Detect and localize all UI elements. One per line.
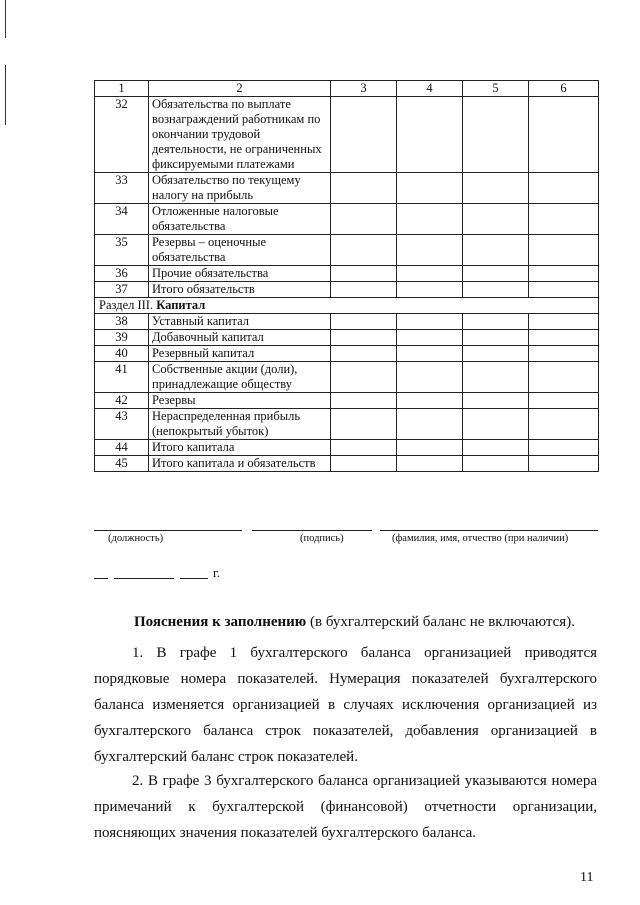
row-number: 43	[95, 409, 149, 440]
row-label: Резервный капитал	[149, 346, 331, 362]
row-number: 44	[95, 440, 149, 456]
row-label: Итого капитала	[149, 440, 331, 456]
table-row	[95, 456, 599, 472]
value-cell-col-5	[463, 440, 529, 456]
col-header-2: 2	[149, 81, 331, 97]
row-label: Прочие обязательства	[149, 266, 331, 282]
value-cell-col-5	[463, 456, 529, 472]
row-label: Нераспределенная прибыль (непокрытый убыток)	[149, 409, 331, 440]
value-cell-col-6	[529, 409, 599, 440]
value-cell-col-5	[463, 362, 529, 393]
value-cell-col-4	[397, 456, 463, 472]
notes-paragraph-2: 2. В графе 3 бухгалтерского баланса организацией указываются номера примечаний к бухгалтерской (финансовой) отчетности организации, поясняющих значения показателей бухгалтерского баланса.	[94, 773, 597, 841]
value-cell-col-4	[397, 282, 463, 298]
row-label: Резервы – оценочные обязательства	[149, 235, 331, 266]
value-cell-col-3	[331, 393, 397, 409]
value-cell-col-6	[529, 235, 599, 266]
scan-mark-top	[5, 0, 6, 38]
signature-caption: (подпись)	[300, 533, 344, 544]
table-row	[95, 330, 599, 346]
value-cell-col-4	[397, 173, 463, 204]
date-line-month	[114, 578, 174, 579]
section-heading	[95, 298, 599, 314]
value-cell-col-6	[529, 282, 599, 298]
col-header-6: 6	[529, 81, 599, 97]
row-number: 45	[95, 456, 149, 472]
value-cell-col-3	[331, 440, 397, 456]
row-label: Уставный капитал	[149, 314, 331, 330]
row-label: Итого обязательств	[149, 282, 331, 298]
value-cell-col-5	[463, 235, 529, 266]
value-cell-col-4	[397, 440, 463, 456]
value-cell-col-4	[397, 314, 463, 330]
value-cell-col-4	[397, 97, 463, 173]
table-row	[95, 97, 599, 173]
value-cell-col-5	[463, 346, 529, 362]
value-cell-col-4	[397, 235, 463, 266]
col-header-4: 4	[397, 81, 463, 97]
table-row	[95, 282, 599, 298]
row-label: Отложенные налоговые обязательства	[149, 204, 331, 235]
value-cell-col-6	[529, 346, 599, 362]
value-cell-col-6	[529, 456, 599, 472]
row-number: 36	[95, 266, 149, 282]
col-header-5: 5	[463, 81, 529, 97]
row-number: 39	[95, 330, 149, 346]
table-header-row	[95, 81, 599, 97]
value-cell-col-4	[397, 409, 463, 440]
table-row	[95, 314, 599, 330]
value-cell-col-3	[331, 266, 397, 282]
value-cell-col-3	[331, 204, 397, 235]
section-title: Капитал	[156, 298, 206, 312]
value-cell-col-4	[397, 204, 463, 235]
position-line	[94, 530, 242, 531]
row-number: 38	[95, 314, 149, 330]
row-label: Обязательство по текущему налогу на прибыль	[149, 173, 331, 204]
table-row	[95, 362, 599, 393]
row-number: 32	[95, 97, 149, 173]
value-cell-col-6	[529, 97, 599, 173]
value-cell-col-3	[331, 330, 397, 346]
balance-table	[94, 80, 599, 472]
date-line-day	[94, 578, 108, 579]
value-cell-col-4	[397, 346, 463, 362]
value-cell-col-4	[397, 362, 463, 393]
notes-title-bold: Пояснения к заполнению	[134, 614, 307, 630]
value-cell-col-6	[529, 266, 599, 282]
value-cell-col-3	[331, 456, 397, 472]
row-number: 37	[95, 282, 149, 298]
table-row	[95, 346, 599, 362]
value-cell-col-3	[331, 282, 397, 298]
value-cell-col-5	[463, 266, 529, 282]
value-cell-col-4	[397, 393, 463, 409]
value-cell-col-4	[397, 266, 463, 282]
value-cell-col-5	[463, 393, 529, 409]
notes-title	[134, 614, 575, 631]
scan-mark-bottom	[5, 65, 6, 125]
value-cell-col-6	[529, 362, 599, 393]
value-cell-col-5	[463, 314, 529, 330]
table-row	[95, 173, 599, 204]
row-label: Собственные акции (доли), принадлежащие обществу	[149, 362, 331, 393]
table-row	[95, 204, 599, 235]
col-header-1: 1	[95, 81, 149, 97]
table-row	[95, 440, 599, 456]
row-number: 33	[95, 173, 149, 204]
value-cell-col-5	[463, 409, 529, 440]
notes-paragraph-1: 1. В графе 1 бухгалтерского баланса организацией приводятся порядковые номера показателей. Нумерация показателей бухгалтерского баланса изменяется организацией в случаях исключения организацией из бухгалтерского баланса строк показателей, добавления организацией в бухгалтерский баланс строк показателей.	[94, 645, 597, 765]
row-number: 40	[95, 346, 149, 362]
row-label: Обязательства по выплате вознаграждений работникам по окончании трудовой деятельности, не ограниченных фиксируемыми платежами	[149, 97, 331, 173]
row-number: 41	[95, 362, 149, 393]
signature-line	[252, 530, 372, 531]
row-number: 35	[95, 235, 149, 266]
value-cell-col-5	[463, 173, 529, 204]
table-row	[95, 393, 599, 409]
col-header-3: 3	[331, 81, 397, 97]
table-row	[95, 266, 599, 282]
value-cell-col-6	[529, 204, 599, 235]
value-cell-col-3	[331, 235, 397, 266]
value-cell-col-6	[529, 440, 599, 456]
value-cell-col-4	[397, 330, 463, 346]
row-label: Итого капитала и обязательств	[149, 456, 331, 472]
name-line	[380, 530, 598, 531]
value-cell-col-3	[331, 362, 397, 393]
section-row	[95, 298, 599, 314]
name-caption: (фамилия, имя, отчество (при наличии)	[392, 533, 569, 544]
position-caption: (должность)	[108, 533, 164, 544]
value-cell-col-3	[331, 314, 397, 330]
value-cell-col-3	[331, 173, 397, 204]
value-cell-col-3	[331, 97, 397, 173]
section-prefix: Раздел III.	[99, 298, 157, 312]
value-cell-col-6	[529, 330, 599, 346]
table-row	[95, 409, 599, 440]
date-line-year	[180, 578, 208, 579]
table-row	[95, 235, 599, 266]
row-number: 34	[95, 204, 149, 235]
row-number: 42	[95, 393, 149, 409]
value-cell-col-5	[463, 330, 529, 346]
value-cell-col-6	[529, 314, 599, 330]
value-cell-col-6	[529, 393, 599, 409]
value-cell-col-3	[331, 409, 397, 440]
value-cell-col-5	[463, 282, 529, 298]
notes-title-suffix: (в бухгалтерский баланс не включаются).	[306, 614, 575, 630]
value-cell-col-3	[331, 346, 397, 362]
date-suffix: г.	[213, 565, 221, 580]
row-label: Резервы	[149, 393, 331, 409]
value-cell-col-5	[463, 204, 529, 235]
value-cell-col-5	[463, 97, 529, 173]
page-number: 11	[580, 870, 594, 885]
value-cell-col-6	[529, 173, 599, 204]
row-label: Добавочный капитал	[149, 330, 331, 346]
